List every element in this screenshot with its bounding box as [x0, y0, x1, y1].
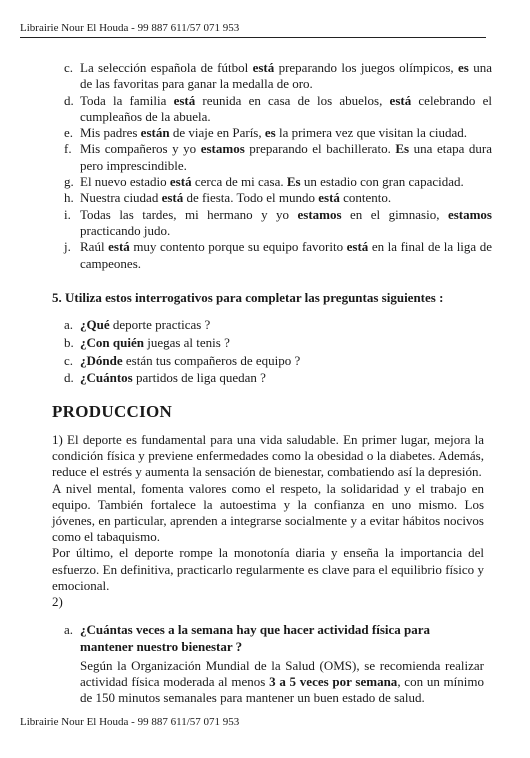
- list-item: [52, 174, 492, 190]
- bold-text: Es: [286, 174, 301, 190]
- text: cerca de mi casa.: [191, 174, 287, 190]
- question-answer: [52, 622, 484, 707]
- list-marker: j.: [64, 239, 71, 255]
- text: , con un mínimo de 150 minutos semanales para mantener un buen estado de salud.: [80, 674, 485, 706]
- text: en la final de la liga de campeones.: [80, 239, 492, 271]
- page-header: Librairie Nour El Houda - 99 887 611/57 071 953: [20, 22, 486, 38]
- bold-text: está: [346, 239, 369, 255]
- text: Mis padres: [80, 125, 141, 141]
- list-item: [52, 239, 492, 272]
- text: celebrando el cumpleaños de la abuela.: [80, 92, 492, 124]
- list-item: [52, 125, 492, 141]
- text: están tus compañeros de equipo ?: [122, 352, 301, 368]
- bold-text: ¿Qué: [80, 317, 110, 332]
- list-marker: e.: [64, 125, 74, 141]
- bold-text: estamos: [200, 141, 245, 157]
- bold-text: 3 a 5 veces por semana: [269, 674, 398, 690]
- text: La selección española de fútbol: [80, 60, 253, 75]
- list-item: [52, 370, 492, 386]
- list-item: [52, 141, 492, 174]
- text: juegas al tenis ?: [143, 334, 230, 350]
- bold-text: está: [173, 92, 196, 108]
- text: en el gimnasio,: [341, 206, 448, 222]
- text: preparando el bachillerato.: [244, 141, 396, 157]
- bold-text: está: [108, 239, 130, 255]
- text: partidos de liga quedan ?: [132, 370, 266, 386]
- bold-text: está: [161, 190, 184, 206]
- text: Raúl: [80, 239, 109, 255]
- list-marker: g.: [64, 174, 74, 190]
- answer-text: [52, 658, 484, 707]
- text: un estadio con gran capacidad.: [300, 174, 464, 190]
- text: Mis compañeros y yo: [80, 141, 201, 157]
- text: deporte practicas ?: [109, 317, 211, 332]
- text: una de las favoritas para ganar la medalla de oro.: [80, 60, 492, 92]
- list-item: [52, 60, 492, 93]
- bold-text: ¿Dónde: [80, 352, 123, 368]
- list-item: [52, 190, 492, 206]
- text: Toda la familia: [80, 92, 174, 108]
- bold-text: estamos: [297, 206, 342, 222]
- produccion-title: PRODUCCION: [52, 402, 173, 421]
- bold-text: es: [264, 125, 276, 141]
- paragraph-2: A nivel mental, fomenta valores como el respeto, la solidaridad y el trabajo en equipo. También fortalece la autoestima y la confianza en uno mismo. Los jóvenes, en particular, aprenden a integrarse socialmente y a evitar hábitos nocivos como el tabaquismo.: [52, 480, 484, 545]
- list-marker: b.: [64, 334, 74, 350]
- text: practicando judo.: [80, 222, 171, 238]
- list-marker: d.: [64, 92, 74, 108]
- bold-text: estamos: [447, 206, 492, 222]
- paragraph-3: Por último, el deporte rompe la monotonía diaria y enseña la importancia del esfuerzo. En definitiva, practicarlo regularmente es clave para el equilibrio físico y emocional.: [52, 545, 484, 593]
- text: muy contento porque su equipo favorito: [129, 239, 347, 255]
- text: una etapa dura pero imprescindible.: [80, 141, 492, 173]
- bold-text: es: [458, 60, 469, 75]
- list-item: [52, 353, 492, 369]
- bold-text: ¿Con quién: [80, 334, 144, 350]
- bold-text: Es: [395, 141, 410, 157]
- question: [52, 622, 484, 655]
- bold-text: está: [389, 92, 412, 108]
- produccion-body: [52, 432, 484, 610]
- text: reunida en casa de los abuelos,: [195, 92, 390, 108]
- page-footer: Librairie Nour El Houda - 99 887 611/57 071 953: [20, 716, 240, 728]
- list-marker: i.: [64, 206, 71, 222]
- interrogatives-list: [52, 317, 492, 388]
- list-item: [52, 207, 492, 240]
- bold-text: está: [169, 174, 192, 190]
- text: Todas las tardes, mi hermano y yo: [80, 206, 298, 222]
- text: Según la Organización Mundial de la Salud (OMS), se recomienda realizar actividad física moderada al menos: [80, 658, 484, 690]
- list-marker: c.: [64, 352, 74, 368]
- list-marker: f.: [64, 141, 72, 157]
- text: contento.: [339, 190, 392, 206]
- list-marker: a.: [64, 622, 74, 637]
- text: la primera vez que visitan la ciudad.: [275, 125, 468, 141]
- section-5-title: 5. Utiliza estos interrogativos para completar las preguntas siguientes :: [52, 290, 444, 305]
- list-item: [52, 93, 492, 126]
- list-marker: c.: [64, 60, 74, 75]
- text: Nuestra ciudad: [80, 190, 162, 206]
- list-marker: d.: [64, 370, 74, 386]
- text: preparando los juegos olímpicos,: [274, 60, 459, 75]
- list-marker: a.: [64, 317, 74, 332]
- bold-text: está: [252, 60, 275, 75]
- bold-text: están: [140, 125, 170, 141]
- exercise-answers-list: [52, 60, 492, 272]
- text: de fiesta. Todo el mundo: [183, 190, 319, 206]
- paragraph-4: 2): [52, 594, 63, 610]
- question-text: ¿Cuántas veces a la semana hay que hacer actividad física para mantener nuestro bienestar ?: [80, 622, 431, 654]
- text: El nuevo estadio: [80, 174, 170, 190]
- bold-text: está: [318, 190, 340, 206]
- bold-text: ¿Cuántos: [80, 370, 133, 386]
- list-marker: h.: [64, 190, 74, 206]
- list-item: [52, 317, 492, 333]
- list-item: [52, 335, 492, 351]
- text: de viaje en París,: [169, 125, 265, 141]
- paragraph-1: 1) El deporte es fundamental para una vida saludable. En primer lugar, mejora la condición física y previene enfermedades como la obesidad o la diabetes. Además, reduce el estrés y aumenta la sensación de bienestar, combatiendo así la depresión.: [52, 432, 484, 480]
